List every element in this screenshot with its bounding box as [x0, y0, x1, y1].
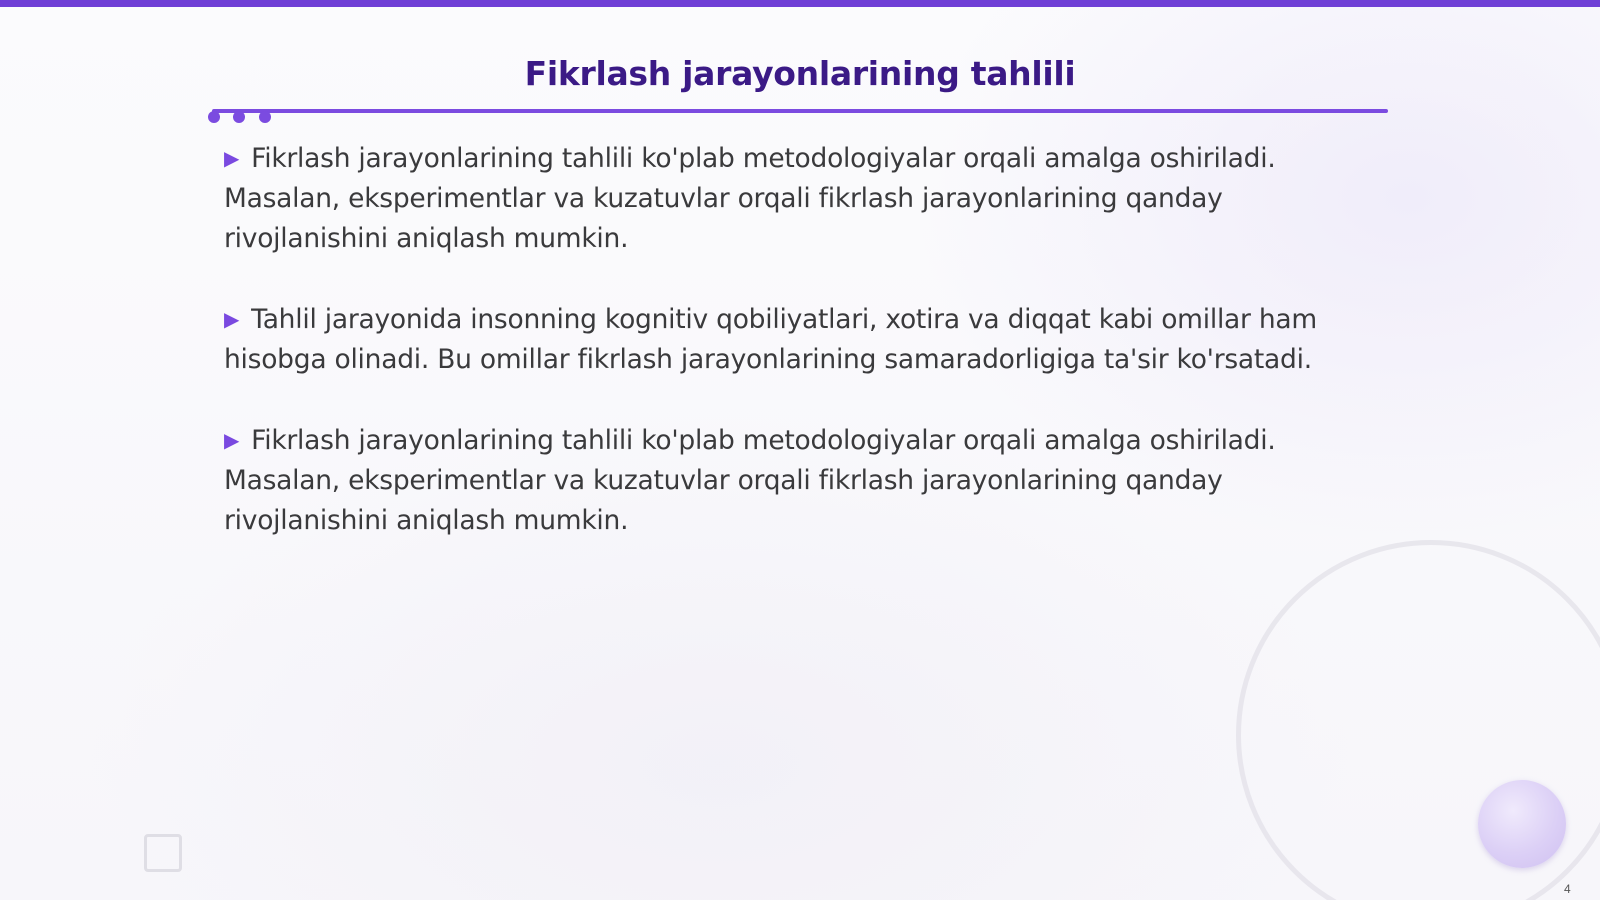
underline-dot: [233, 111, 245, 123]
bullet-list: [224, 138, 1364, 581]
triangle-right-icon: ▶: [224, 307, 240, 331]
bullet-text: Tahlil jarayonida insonning kognitiv qobiliyatlari, xotira va diqqat kabi omillar ham hisobga olinadi. Bu omillar fikrlash jarayonlarining samaradorligiga ta'sir ko'rsatadi.: [224, 304, 1317, 375]
bullet-text: Fikrlash jarayonlarining tahlili ko'plab metodologiyalar orqali amalga oshiriladi. Masalan, eksperimentlar va kuzatuvlar orqali fikrlash jarayonlarining qanday rivojlanishini aniqlash mumkin.: [224, 425, 1276, 536]
decorative-orb: [1478, 780, 1566, 868]
top-accent-bar: [0, 0, 1600, 7]
underline-dot: [259, 111, 271, 123]
title-underline: [212, 109, 1388, 113]
bullet-item: [224, 138, 1364, 259]
triangle-right-icon: ▶: [224, 428, 240, 452]
triangle-right-icon: ▶: [224, 146, 240, 170]
slide-title: Fikrlash jarayonlarining tahlili: [524, 54, 1076, 93]
decorative-square: [144, 834, 182, 872]
page-number: 4: [1564, 882, 1571, 896]
bullet-text: Fikrlash jarayonlarining tahlili ko'plab metodologiyalar orqali amalga oshiriladi. Masalan, eksperimentlar va kuzatuvlar orqali fikrlash jarayonlarining qanday rivojlanishini aniqlash mumkin.: [224, 143, 1276, 254]
underline-dot: [208, 111, 220, 123]
bullet-item: [224, 299, 1364, 380]
bullet-item: [224, 420, 1364, 541]
